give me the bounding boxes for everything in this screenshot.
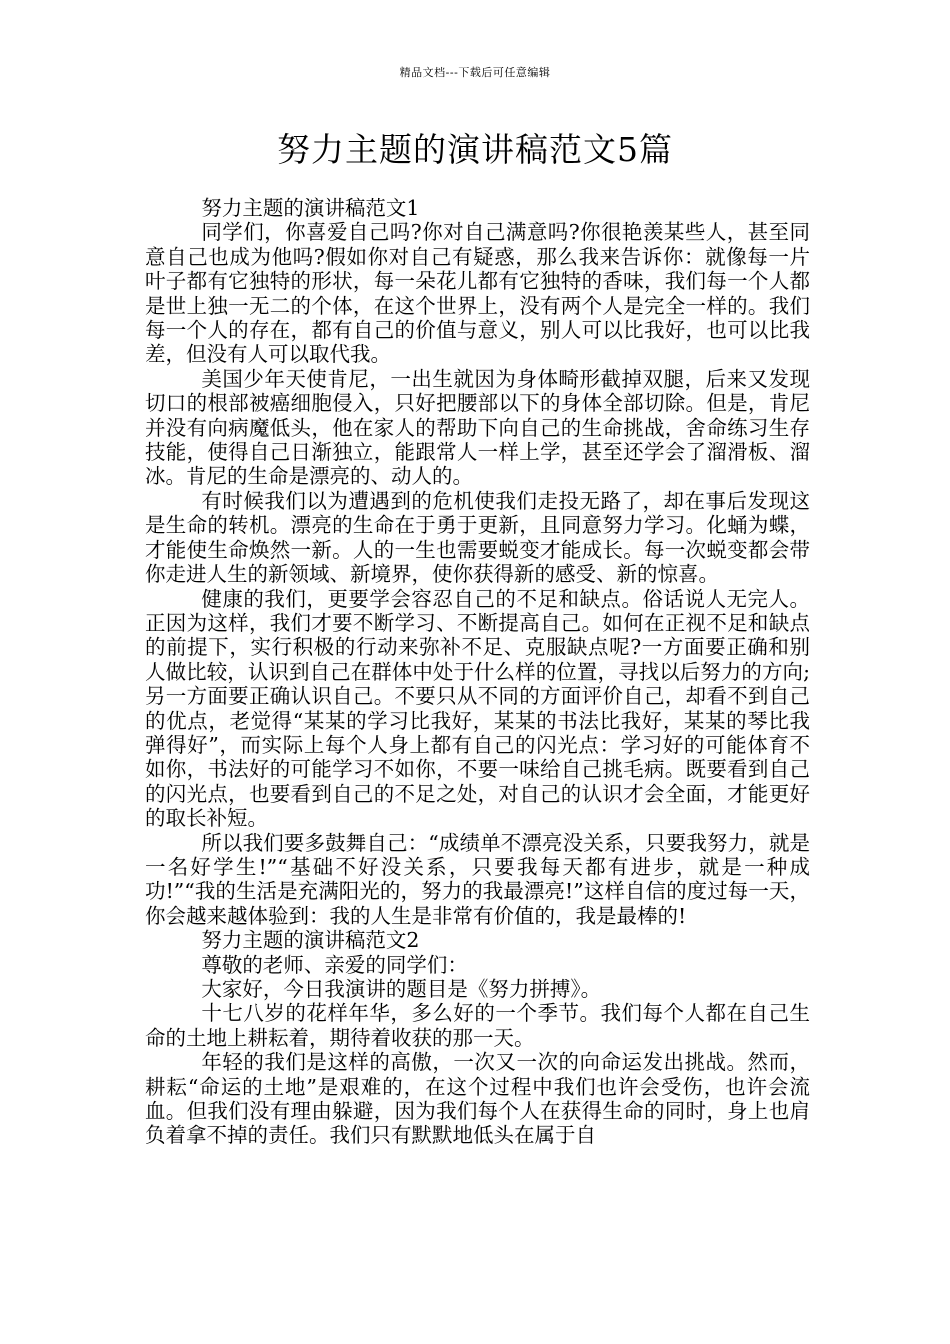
section-heading-1: 努力主题的演讲稿范文1 (201, 196, 420, 220)
document-title: 努力主题的演讲稿范文5篇 (277, 130, 673, 169)
paragraph: 大家好，今日我演讲的题目是《努力拼搏》。 (201, 977, 602, 1001)
paragraph: 美国少年天使肯尼，一出生就因为身体畸形截掉双腿，后来又发现切口的根部被癌细胞侵入，只好把腰部以下的身体全部切除。但是，肯尼并没有向病魔低头，他在家人的帮助下向自己的生命挑战，舍命练习生存技能，使得自己日渐独立，能跟常人一样上学，甚至还学会了溜滑板、溜冰。肯尼的生命是漂亮的、动人的。 (145, 366, 810, 489)
paragraph: 所以我们要多鼓舞自己：“成绩单不漂亮没关系，只要我努力，就是一名好学生!”“基础不好没关系，只要我每天都有进步，就是一种成功!”“我的生活是充满阳光的，努力的我最漂亮!”这样自信的度过每一天，你会越来越体验到：我的人生是非常有价值的，我是最棒的! (145, 830, 810, 928)
page-header: 精品文档---下载后可任意编辑 (399, 66, 551, 79)
paragraph: 十七八岁的花样年华，多么好的一个季节。我们每个人都在自己生命的土地上耕耘着，期待着收获的那一天。 (145, 1001, 810, 1050)
document-body (145, 196, 810, 1148)
paragraph: 年轻的我们是这样的高傲，一次又一次的向命运发出挑战。然而，耕耘“命运的土地”是艰难的，在这个过程中我们也许会受伤，也许会流血。但我们没有理由躲避，因为我们每个人在获得生命的同时，身上也肩负着拿不掉的责任。我们只有默默地低头在属于自 (145, 1050, 810, 1148)
paragraph: 同学们，你喜爱自己吗?你对自己满意吗?你很艳羡某些人，甚至同意自己也成为他吗?假如你对自己有疑惑，那么我来告诉你：就像每一片叶子都有它独特的形状，每一朵花儿都有它独特的香味，我们每一个人都是世上独一无二的个体，在这个世界上，没有两个人是完全一样的。我们每一个人的存在，都有自己的价值与意义，别人可以比我好，也可以比我差，但没有人可以取代我。 (145, 220, 810, 367)
section-heading-2: 努力主题的演讲稿范文2 (201, 928, 420, 953)
paragraph: 健康的我们，更要学会容忍自己的不足和缺点。俗话说人无完人。正因为这样，我们才要不断学习、不断提高自己。如何在正视不足和缺点的前提下，实行积极的行动来弥补不足、克服缺点呢?一方面要正确和别人做比较，认识到自己在群体中处于什么样的位置，寻找以后努力的方向;另一方面要正确认识自己。不要只从不同的方面评价自己，却看不到自己的优点，老觉得“某某的学习比我好，某某的书法比我好，某某的琴比我弹得好”，而实际上每个人身上都有自己的闪光点：学习好的可能体育不如你，书法好的可能学习不如你，不要一味给自己挑毛病。既要看到自己的闪光点，也要看到自己的不足之处，对自己的认识才会全面，才能更好的取长补短。 (145, 586, 810, 831)
paragraph: 有时候我们以为遭遇到的危机使我们走投无路了，却在事后发现这是生命的转机。漂亮的生命在于勇于更新，且同意努力学习。化蛹为蝶，才能使生命焕然一新。人的一生也需要蜕变才能成长。每一次蜕变都会带你走进人生的新领域、新境界，使你获得新的感受、新的惊喜。 (145, 488, 810, 587)
salutation: 尊敬的老师、亲爱的同学们： (201, 952, 468, 977)
